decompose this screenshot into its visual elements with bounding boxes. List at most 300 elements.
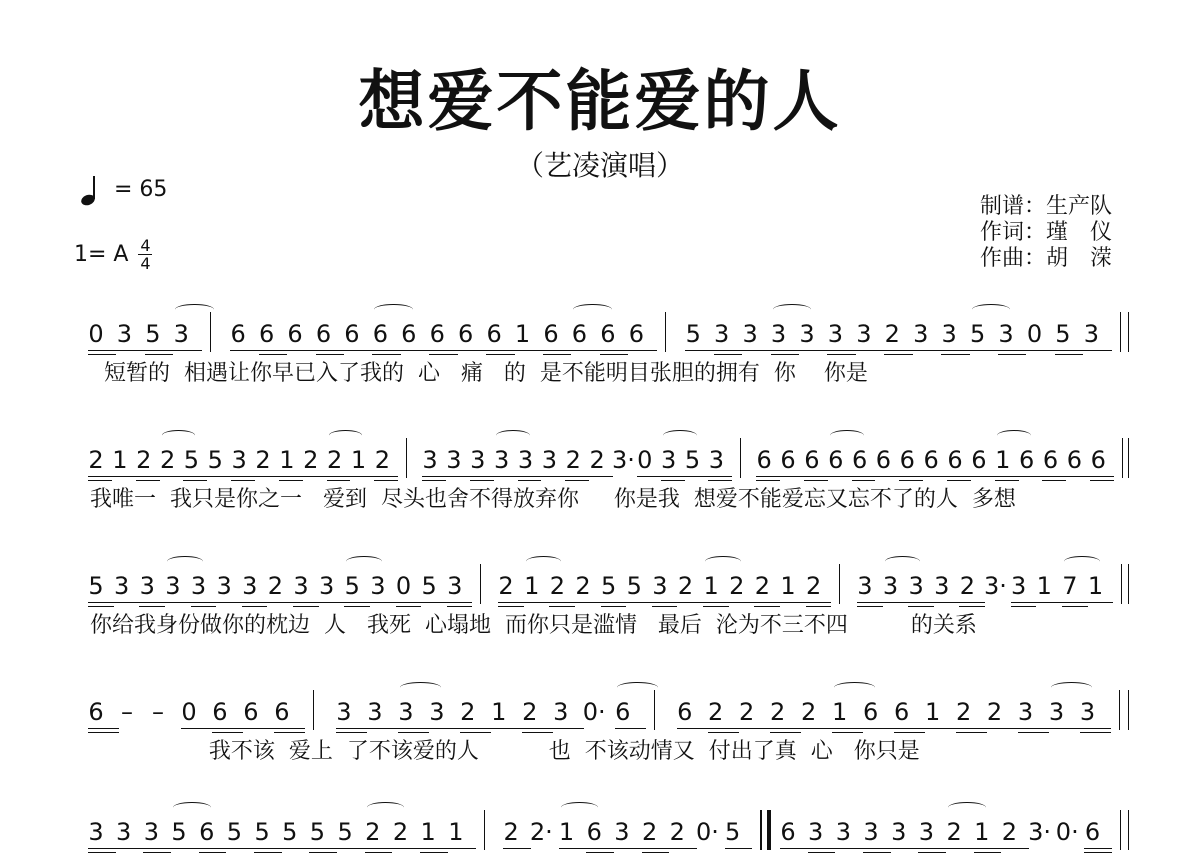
key-label: 1= A	[74, 242, 129, 267]
credit-transcriber: 制谱：生产队	[980, 194, 1113, 219]
slur-arc	[162, 430, 196, 441]
slur-arc	[374, 304, 412, 315]
duration-underline	[88, 480, 112, 481]
note: 3·	[984, 572, 1007, 600]
duration-underline	[677, 602, 703, 603]
duration-underline	[136, 476, 160, 477]
note: 6	[828, 446, 844, 474]
note: 6	[586, 818, 602, 846]
duration-underline	[642, 848, 670, 849]
duration-underline	[88, 602, 114, 603]
duration-underline	[856, 350, 884, 351]
duration-underline	[231, 476, 255, 477]
note: 1	[1087, 572, 1104, 600]
duration-underline	[708, 476, 732, 477]
note: 2	[1001, 818, 1018, 846]
duration-underline	[145, 354, 173, 355]
duration-underline	[941, 354, 969, 355]
duration-underline	[337, 848, 365, 849]
duration-underline	[143, 848, 171, 849]
song-subtitle: （艺凌演唱）	[515, 149, 684, 182]
duration-underline	[863, 852, 891, 853]
duration-underline	[327, 476, 351, 477]
note: 6	[243, 698, 259, 726]
note: 6	[780, 446, 796, 474]
duration-underline	[549, 602, 575, 603]
note: 1	[924, 698, 941, 726]
slur-arc	[773, 304, 811, 315]
note: 2	[267, 572, 284, 600]
note: 6	[628, 320, 644, 348]
duration-underline	[959, 602, 985, 603]
note: 3	[1083, 320, 1099, 348]
duration-underline	[1042, 480, 1066, 481]
note: 5	[145, 320, 161, 348]
note: 2	[549, 572, 565, 600]
duration-underline	[447, 606, 473, 607]
duration-underline	[212, 728, 243, 729]
duration-underline	[801, 728, 832, 729]
note: 3	[541, 446, 558, 474]
note: 3	[863, 818, 879, 846]
note: 5	[282, 818, 298, 846]
slur-arc	[948, 802, 986, 813]
note: 2	[255, 446, 271, 474]
note: 3	[808, 818, 824, 846]
duration-underline	[541, 476, 565, 477]
note: 7	[1062, 572, 1078, 600]
duration-underline	[863, 728, 894, 729]
duration-underline	[1011, 602, 1037, 603]
notation-line	[0, 310, 1200, 356]
duration-underline	[995, 476, 1019, 477]
duration-underline	[677, 728, 708, 729]
duration-underline	[742, 350, 770, 351]
duration-underline	[956, 728, 987, 729]
duration-underline	[804, 476, 828, 477]
note: 6	[1090, 446, 1106, 474]
note: 3	[827, 320, 844, 348]
duration-underline	[470, 476, 494, 477]
note: 6	[862, 698, 879, 726]
duration-underline	[956, 732, 987, 733]
duration-underline	[344, 606, 370, 607]
duration-underline	[1062, 602, 1088, 603]
slur-arc	[329, 430, 363, 441]
duration-underline	[685, 476, 709, 477]
duration-underline	[756, 480, 780, 481]
note: 3	[714, 320, 730, 348]
slur-arc	[367, 802, 405, 813]
duration-underline	[1080, 728, 1111, 729]
note: 2	[801, 698, 817, 726]
duration-underline	[460, 728, 491, 729]
duration-underline	[242, 606, 268, 607]
duration-underline	[754, 602, 780, 603]
note: 3	[857, 572, 873, 600]
duration-underline	[947, 476, 971, 477]
note: 5	[600, 572, 617, 600]
note: 6	[230, 320, 246, 348]
note: 6	[315, 320, 332, 348]
barline	[1119, 690, 1120, 730]
note: 0	[637, 446, 653, 474]
note: 1	[974, 818, 990, 846]
note: 6	[258, 320, 275, 348]
note: 3	[113, 572, 130, 600]
duration-underline	[522, 728, 553, 729]
note: 6	[677, 698, 693, 726]
time-signature-bottom: 4	[140, 254, 151, 273]
duration-underline	[327, 480, 351, 481]
duration-underline	[827, 354, 855, 355]
duration-underline	[401, 350, 429, 351]
note: 6	[199, 818, 215, 846]
duration-underline	[1036, 602, 1062, 603]
note: –	[120, 698, 133, 726]
note: 6	[899, 446, 915, 474]
note: 2	[946, 818, 962, 846]
note: 3	[708, 446, 725, 474]
slur-arc	[705, 556, 741, 567]
note: 1	[420, 818, 436, 846]
duration-underline	[165, 602, 191, 603]
note: 3	[116, 320, 133, 348]
duration-underline	[420, 852, 448, 853]
duration-underline	[274, 732, 305, 733]
note: 2	[503, 818, 519, 846]
duration-underline	[365, 848, 393, 849]
duration-underline	[254, 852, 282, 853]
duration-underline	[396, 602, 422, 603]
duration-underline	[1055, 354, 1083, 355]
slur-arc	[997, 430, 1031, 441]
duration-underline	[628, 350, 656, 351]
duration-underline	[669, 848, 697, 849]
duration-underline	[88, 350, 116, 351]
note: 6	[923, 446, 939, 474]
lyrics-line: 你给我身份做你的枕边 人 我死 心塌地 而你只是滥情 最后 沦为不三不四 的关系	[90, 613, 977, 638]
duration-underline	[458, 350, 486, 351]
note: 2	[708, 698, 724, 726]
duration-underline	[254, 848, 282, 849]
duration-underline	[884, 354, 912, 355]
duration-underline	[637, 476, 661, 477]
note: –	[151, 698, 164, 726]
duration-underline	[600, 354, 628, 355]
duration-underline	[600, 350, 628, 351]
duration-underline	[518, 476, 542, 477]
duration-underline	[806, 602, 832, 603]
note: 2	[159, 446, 176, 474]
note: 5	[309, 818, 326, 846]
slur-arc	[1051, 682, 1092, 693]
note: 6	[372, 320, 389, 348]
duration-underline	[754, 606, 780, 607]
slur-arc	[175, 304, 213, 315]
duration-underline	[974, 852, 1002, 853]
note: 1	[780, 572, 796, 600]
credit-lyricist: 作词：瑾 仪	[980, 220, 1113, 245]
note: 0	[1026, 320, 1043, 348]
note: 6	[88, 698, 104, 726]
duration-underline	[429, 354, 457, 355]
note: 3	[116, 818, 132, 846]
note: 6	[1018, 446, 1035, 474]
duration-underline	[863, 848, 891, 849]
duration-underline	[571, 350, 599, 351]
duration-underline	[498, 606, 524, 607]
note: 1	[350, 446, 367, 474]
note: 1	[514, 320, 531, 348]
note: 6	[486, 320, 502, 348]
note: 3	[908, 572, 924, 600]
note: 5	[685, 320, 701, 348]
note: 6	[780, 818, 796, 846]
duration-underline	[1090, 480, 1114, 481]
duration-underline	[601, 606, 627, 607]
duration-underline	[685, 350, 713, 351]
slur-arc	[573, 304, 611, 315]
note: 3	[429, 698, 445, 726]
slur-arc	[400, 682, 441, 693]
duration-underline	[875, 476, 899, 477]
barline	[665, 312, 666, 352]
duration-underline	[372, 350, 400, 351]
row-end-barline	[1128, 810, 1129, 850]
duration-underline	[918, 852, 946, 853]
duration-underline	[216, 602, 242, 603]
note: 3·	[611, 446, 635, 474]
note: 6	[543, 320, 559, 348]
note: 2	[460, 698, 476, 726]
note: 5	[207, 446, 223, 474]
duration-underline	[1083, 350, 1111, 351]
duration-underline	[88, 476, 112, 477]
note: 3	[553, 698, 569, 726]
note: 3	[891, 818, 907, 846]
duration-underline	[396, 606, 422, 607]
duration-underline	[139, 602, 165, 603]
duration-underline	[243, 728, 274, 729]
duration-underline	[559, 848, 587, 849]
duration-underline	[714, 350, 742, 351]
slur-arc	[496, 430, 530, 441]
duration-underline	[1049, 728, 1080, 729]
duration-underline	[145, 350, 173, 351]
duration-underline	[543, 350, 571, 351]
note: 6	[429, 320, 445, 348]
duration-underline	[460, 732, 491, 733]
note: 5	[344, 572, 360, 600]
note: 6	[1042, 446, 1059, 474]
duration-underline	[857, 602, 883, 603]
duration-underline	[835, 848, 863, 849]
lyrics-line: 短暂的 相遇让你早已入了我的 心 痛 的 是不能明目张胆的拥有 你 你是	[90, 361, 868, 386]
note: 5	[724, 818, 741, 846]
duration-underline	[998, 354, 1026, 355]
duration-underline	[1090, 476, 1114, 477]
barline	[480, 564, 481, 604]
duration-underline	[857, 606, 883, 607]
note: 2·	[529, 818, 553, 846]
duration-underline	[114, 602, 140, 603]
duration-underline	[160, 476, 184, 477]
note: 3	[470, 446, 486, 474]
duration-underline	[703, 602, 729, 603]
note: 2	[805, 572, 822, 600]
slur-arc	[173, 802, 211, 813]
slur-arc	[167, 556, 203, 567]
duration-underline	[1001, 848, 1029, 849]
duration-underline	[1019, 476, 1043, 477]
note: 6	[600, 320, 616, 348]
note: 6	[401, 320, 417, 348]
duration-underline	[181, 728, 212, 729]
note: 3	[918, 818, 935, 846]
note: 0	[395, 572, 412, 600]
note: 6	[851, 446, 868, 474]
duration-underline	[470, 480, 494, 481]
duration-underline	[518, 480, 542, 481]
note: 6	[571, 320, 588, 348]
duration-underline	[88, 732, 119, 733]
note: 6	[893, 698, 910, 726]
duration-underline	[947, 480, 971, 481]
duration-underline	[995, 480, 1019, 481]
barline	[654, 690, 655, 730]
note: 3	[742, 320, 758, 348]
duration-underline	[420, 848, 448, 849]
note: 6	[875, 446, 892, 474]
duration-underline	[703, 606, 729, 607]
barline	[1120, 312, 1121, 352]
note: 1	[1036, 572, 1052, 600]
note: 6	[344, 320, 360, 348]
duration-underline	[448, 848, 476, 849]
note: 2	[770, 698, 786, 726]
duration-underline	[1084, 852, 1112, 853]
duration-underline	[626, 602, 652, 603]
duration-underline	[1018, 732, 1049, 733]
duration-underline	[199, 848, 227, 849]
duration-underline	[486, 354, 514, 355]
duration-underline	[136, 480, 160, 481]
note: 3	[661, 446, 677, 474]
note: 3	[336, 698, 352, 726]
duration-underline	[553, 728, 584, 729]
duration-underline	[422, 476, 446, 477]
barline	[210, 312, 211, 352]
note: 3	[242, 572, 258, 600]
note: 2	[884, 320, 900, 348]
duration-underline	[1042, 476, 1066, 477]
quarter-note-icon	[80, 174, 102, 206]
duration-underline	[365, 852, 393, 853]
note: 2	[677, 572, 694, 600]
duration-underline	[230, 350, 258, 351]
duration-underline	[661, 476, 685, 477]
duration-underline	[899, 476, 923, 477]
note: 3	[143, 818, 159, 846]
duration-underline	[652, 606, 678, 607]
note: 2	[303, 446, 319, 474]
duration-underline	[374, 480, 398, 481]
duration-underline	[891, 848, 919, 849]
duration-underline	[934, 602, 960, 603]
note: 3	[139, 572, 155, 600]
note: 2	[326, 446, 343, 474]
duration-underline	[970, 350, 998, 351]
duration-underline	[661, 480, 685, 481]
note: 3	[190, 572, 207, 600]
slur-arc	[617, 682, 658, 693]
duration-underline	[191, 602, 217, 603]
note: 1	[832, 698, 848, 726]
duration-underline	[601, 602, 627, 603]
note: 6	[212, 698, 228, 726]
duration-underline	[88, 852, 116, 853]
barline	[839, 564, 840, 604]
slur-arc	[972, 304, 1010, 315]
note: 3	[367, 698, 383, 726]
duration-underline	[725, 848, 753, 849]
notation-line	[0, 688, 1200, 734]
duration-underline	[883, 602, 909, 603]
duration-underline	[884, 350, 912, 351]
note: 1	[279, 446, 295, 474]
note: 2	[589, 446, 605, 474]
duration-underline	[422, 480, 446, 481]
duration-underline	[808, 852, 836, 853]
duration-underline	[565, 476, 589, 477]
duration-underline	[575, 602, 601, 603]
note: 3	[446, 446, 462, 474]
duration-underline	[770, 728, 801, 729]
note: 2	[739, 698, 755, 726]
note: 3	[998, 320, 1014, 348]
note: 3	[319, 572, 335, 600]
duration-underline	[88, 606, 114, 607]
duration-underline	[832, 732, 863, 733]
duration-underline	[242, 602, 268, 603]
duration-underline	[771, 350, 799, 351]
barline	[1122, 438, 1123, 478]
duration-underline	[171, 848, 199, 849]
note: 1	[558, 818, 575, 846]
note: 3	[88, 818, 104, 846]
duration-underline	[486, 350, 514, 351]
row-end-barline	[1128, 564, 1129, 604]
duration-underline	[447, 602, 473, 603]
note: 3	[652, 572, 668, 600]
duration-underline	[398, 732, 429, 733]
duration-underline	[543, 354, 571, 355]
row-end-barline	[1128, 438, 1129, 478]
duration-underline	[350, 476, 374, 477]
note: 3	[398, 698, 414, 726]
duration-underline	[828, 476, 852, 477]
duration-underline	[913, 350, 941, 351]
duration-underline	[549, 606, 575, 607]
note: 2	[669, 818, 685, 846]
note: 3	[216, 572, 232, 600]
note: 5	[421, 572, 437, 600]
note: 1	[524, 572, 540, 600]
duration-underline	[522, 732, 553, 733]
note: 3	[941, 320, 957, 348]
notation-line	[0, 808, 1200, 854]
